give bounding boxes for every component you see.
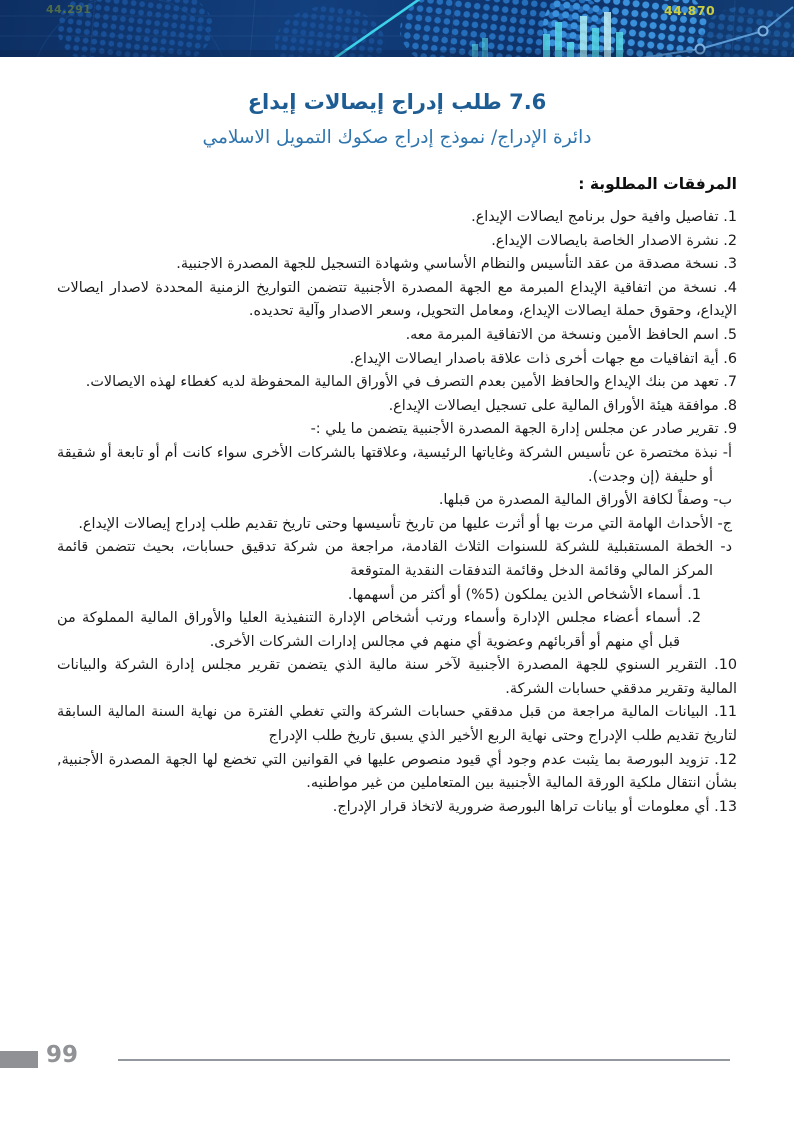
- document-content: [57, 90, 737, 819]
- ticker-value-right: 44.870: [664, 3, 716, 18]
- letter-item-a: أ- نبذة مختصرة عن تأسيس الشركة وغاياتها الرئيسية، وعلاقتها بالشركات الأخرى سواء كانت أم أو تابعة أو شقيقة أو حليفة (إن وجدت).: [57, 444, 732, 485]
- page-number: 99: [46, 1042, 79, 1068]
- list-item-12: 12. تزويد البورصة بما يثبت عدم وجود أي قيود منصوص عليها في القوانين التي تخضع لها الجهة المصدرة الأجنبية, بشأن انتقال ملكية الورقة المالية الأجنبية بين المتعاملين من غير مواطنيه.: [57, 751, 737, 792]
- letter-item-j: ج- الأحداث الهامة التي مرت بها أو أثرت عليها من تاريخ تأسيسها وحتى تاريخ تقديم طلب إدراج إيصالات الإيداع.: [78, 515, 732, 532]
- list-item-10: 10. التقرير السنوي للجهة المصدرة الأجنبية لآخر سنة مالية الذي يتضمن تقرير مجلس إدارة الشركة والبيانات المالية وتقرير مدققي حسابات الشركة.: [57, 657, 737, 697]
- list-item-5: 5. اسم الحافظ الأمين ونسخة من الاتفاقية المبرمة معه.: [405, 326, 737, 343]
- letter-item-d: د- الخطة المستقبلية للشركة للسنوات الثلاث القادمة، مراجعة من شركة تدقيق حسابات، بحيث تتضمن قائمة المركز المالي وقائمة الدخل وقائمة التدفقات النقدية المتوقعة: [57, 539, 732, 579]
- ticker-value-left: 44.291: [46, 3, 92, 16]
- letter-item-b: ب- وصفاً لكافة الأوراق المالية المصدرة من قبلها.: [438, 492, 732, 509]
- list-item-1: 1. تفاصيل وافية حول برنامج ايصالات الإيداع.: [471, 209, 737, 225]
- list-item-9: 9. تقرير صادر عن مجلس إدارة الجهة المصدرة الأجنبية يتضمن ما يلي :-: [310, 421, 737, 438]
- list-item-13: 13. أي معلومات أو بيانات تراها البورصة ضرورية لاتخاذ قرار الإدراج.: [332, 798, 737, 815]
- footer-rule: [118, 1059, 730, 1061]
- header-banner: [0, 0, 794, 57]
- list-item-8: 8. موافقة هيئة الأوراق المالية على تسجيل ايصالات الإيداع.: [388, 397, 737, 414]
- list-item-6: 6. أية اتفاقيات مع جهات أخرى ذات علاقة باصدار ايصالات الإيداع.: [349, 350, 737, 367]
- section-heading: المرفقات المطلوبة :: [578, 175, 737, 193]
- sub-item-1: 1. أسماء الأشخاص الذين يملكون (5%) أو أكثر من أسهمها.: [347, 586, 701, 603]
- banner-bottom-shade: [0, 50, 794, 57]
- list-item-3: 3. نسخة مصدقة من عقد التأسيس والنظام الأساسي وشهادة التسجيل للجهة المصدرة الاجنبية.: [176, 256, 737, 273]
- list-item-11: 11. البيانات المالية مراجعة من قبل مدققي حسابات الشركة والتي تغطي الفترة من نهاية السنة المالية السابقة لتاريخ تقديم طلب الإدراج وحتى نهاية الربع الأخير الذي يسبق تاريخ طلب الإدراج: [57, 704, 737, 745]
- page-subtitle: دائرة الإدراج/ نموذج إدراج صكوك التمويل الاسلامي: [202, 127, 592, 148]
- list-item-4: 4. نسخة من اتفاقية الإيداع المبرمة مع الجهة المصدرة الأجنبية تتضمن التواريخ الزمنية المحددة لاصدار ايصالات الإيداع، وحقوق حملة ايصالات الإيداع، ومعامل التحويل، وسعر الاصدار وآلية تحديده.: [57, 279, 737, 320]
- list-item-2: 2. نشرة الاصدار الخاصة بايصالات الإيداع.: [491, 232, 737, 249]
- sub-item-2: 2. أسماء أعضاء مجلس الإدارة وأسماء ورتب أشخاص الإدارة التنفيذية العليا والأوراق المالية المملوكة من قبل أي منهم أو أقربائهم وعضوية أي منهم في مجالس إدارات الشركات الأخرى.: [57, 610, 701, 650]
- list-item-7: 7. تعهد من بنك الإيداع والحافظ الأمين بعدم التصرف في الأوراق المالية المحفوظة لديه كغطاء لهذه الايصالات.: [85, 374, 737, 391]
- footer-page-tab: [0, 1051, 38, 1068]
- page-title: 7.6 طلب إدراج إيصالات إيداع: [247, 90, 547, 114]
